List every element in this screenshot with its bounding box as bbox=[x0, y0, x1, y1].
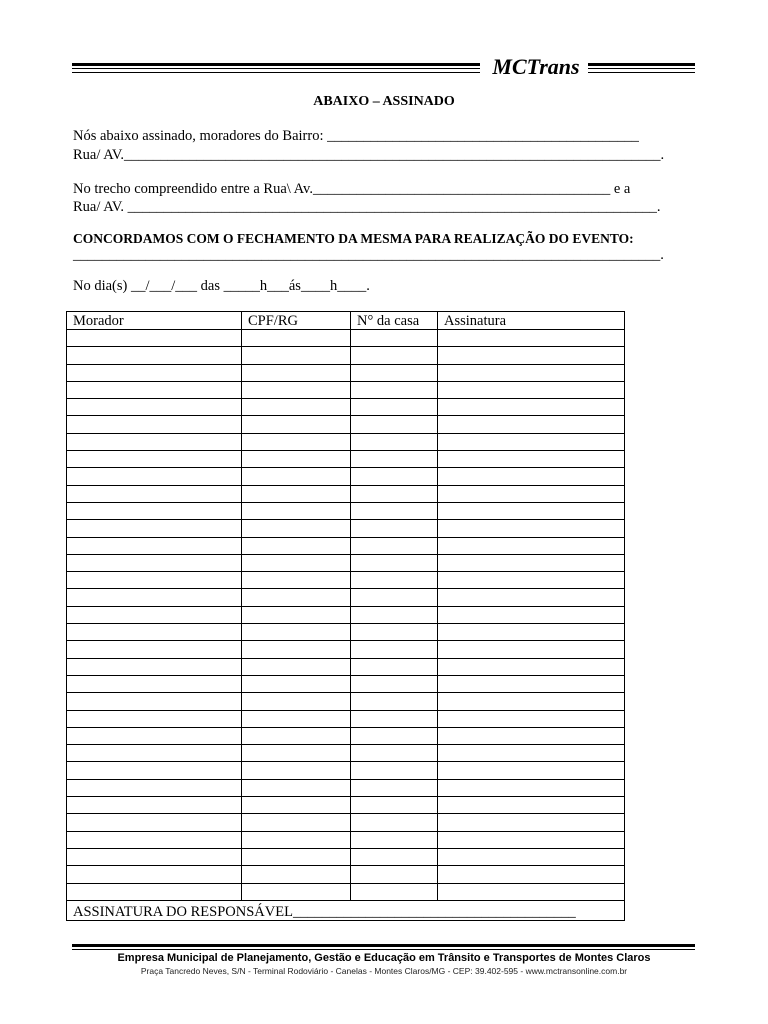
footer-rule bbox=[72, 944, 695, 950]
numero-casa-cell[interactable] bbox=[351, 814, 438, 831]
table-row bbox=[67, 883, 625, 900]
assinatura-cell[interactable] bbox=[438, 572, 625, 589]
assinatura-cell[interactable] bbox=[438, 675, 625, 692]
morador-cell[interactable] bbox=[67, 641, 242, 658]
text-line-concordamos: CONCORDAMOS COM O FECHAMENTO DA MESMA PARA REALIZAÇÃO DO EVENTO: bbox=[73, 231, 634, 246]
morador-cell[interactable] bbox=[67, 606, 242, 623]
cpf-rg-cell[interactable] bbox=[242, 399, 351, 416]
assinatura-cell[interactable] bbox=[438, 848, 625, 865]
table-row bbox=[67, 364, 625, 381]
numero-casa-cell[interactable] bbox=[351, 779, 438, 796]
table-header-row bbox=[67, 312, 625, 330]
numero-casa-cell[interactable] bbox=[351, 572, 438, 589]
morador-cell[interactable] bbox=[67, 814, 242, 831]
assinatura-cell[interactable] bbox=[438, 779, 625, 796]
morador-cell[interactable] bbox=[67, 624, 242, 641]
morador-cell[interactable] bbox=[67, 485, 242, 502]
cpf-rg-cell[interactable] bbox=[242, 502, 351, 519]
numero-casa-cell[interactable] bbox=[351, 347, 438, 364]
assinatura-cell[interactable] bbox=[438, 416, 625, 433]
table-row bbox=[67, 848, 625, 865]
header-rule-right bbox=[588, 63, 695, 73]
numero-casa-cell[interactable] bbox=[351, 831, 438, 848]
assinatura-cell[interactable] bbox=[438, 641, 625, 658]
table-row bbox=[67, 485, 625, 502]
responsible-signature-label[interactable]: ASSINATURA DO RESPONSÁVEL_______________________________________ bbox=[67, 900, 625, 920]
assinatura-cell[interactable] bbox=[438, 745, 625, 762]
text-line-blank: _________________________________________________________________________________. bbox=[73, 247, 664, 263]
table-row bbox=[67, 624, 625, 641]
cpf-rg-cell[interactable] bbox=[242, 866, 351, 883]
column-header-morador: Morador bbox=[67, 312, 242, 330]
assinatura-cell[interactable] bbox=[438, 364, 625, 381]
footer-address: Praça Tancredo Neves, S/N - Terminal Rodoviário - Canelas - Montes Claros/MG - CEP: 39.402-595 - www.mctransonline.com.br bbox=[140, 966, 628, 976]
numero-casa-cell[interactable] bbox=[351, 866, 438, 883]
assinatura-cell[interactable] bbox=[438, 520, 625, 537]
table-row bbox=[67, 866, 625, 883]
assinatura-cell[interactable] bbox=[438, 502, 625, 519]
numero-casa-cell[interactable] bbox=[351, 554, 438, 571]
assinatura-cell[interactable] bbox=[438, 658, 625, 675]
assinatura-cell[interactable] bbox=[438, 710, 625, 727]
text-line-bairro: Nós abaixo assinado, moradores do Bairro: ___________________________________________ bbox=[73, 128, 639, 144]
cpf-rg-cell[interactable] bbox=[242, 468, 351, 485]
table-row bbox=[67, 606, 625, 623]
document-title: ABAIXO – ASSINADO bbox=[313, 94, 455, 109]
numero-casa-cell[interactable] bbox=[351, 416, 438, 433]
table-row bbox=[67, 831, 625, 848]
morador-cell[interactable] bbox=[67, 727, 242, 744]
assinatura-cell[interactable] bbox=[438, 727, 625, 744]
morador-cell[interactable] bbox=[67, 537, 242, 554]
assinatura-cell[interactable] bbox=[438, 814, 625, 831]
cpf-rg-cell[interactable] bbox=[242, 641, 351, 658]
morador-cell[interactable] bbox=[67, 399, 242, 416]
assinatura-cell[interactable] bbox=[438, 762, 625, 779]
numero-casa-cell[interactable] bbox=[351, 762, 438, 779]
table-row bbox=[67, 502, 625, 519]
numero-casa-cell[interactable] bbox=[351, 727, 438, 744]
assinatura-cell[interactable] bbox=[438, 468, 625, 485]
morador-cell[interactable] bbox=[67, 745, 242, 762]
numero-casa-cell[interactable] bbox=[351, 710, 438, 727]
responsible-signature-row bbox=[67, 900, 625, 920]
morador-cell[interactable] bbox=[67, 364, 242, 381]
assinatura-cell[interactable] bbox=[438, 451, 625, 468]
morador-cell[interactable] bbox=[67, 848, 242, 865]
cpf-rg-cell[interactable] bbox=[242, 710, 351, 727]
cpf-rg-cell[interactable] bbox=[242, 364, 351, 381]
morador-cell[interactable] bbox=[67, 797, 242, 814]
cpf-rg-cell[interactable] bbox=[242, 693, 351, 710]
footer-company: Empresa Municipal de Planejamento, Gestão e Educação em Trânsito e Transportes de Montes Claros bbox=[117, 952, 651, 964]
cpf-rg-cell[interactable] bbox=[242, 485, 351, 502]
cpf-rg-cell[interactable] bbox=[242, 848, 351, 865]
numero-casa-cell[interactable] bbox=[351, 606, 438, 623]
assinatura-cell[interactable] bbox=[438, 381, 625, 398]
assinatura-cell[interactable] bbox=[438, 433, 625, 450]
cpf-rg-cell[interactable] bbox=[242, 831, 351, 848]
column-header-cpf-rg: CPF/RG bbox=[242, 312, 351, 330]
cpf-rg-cell[interactable] bbox=[242, 572, 351, 589]
morador-cell[interactable] bbox=[67, 779, 242, 796]
cpf-rg-cell[interactable] bbox=[242, 589, 351, 606]
numero-casa-cell[interactable] bbox=[351, 641, 438, 658]
assinatura-cell[interactable] bbox=[438, 797, 625, 814]
cpf-rg-cell[interactable] bbox=[242, 433, 351, 450]
numero-casa-cell[interactable] bbox=[351, 745, 438, 762]
signature-table bbox=[66, 311, 625, 921]
table-row bbox=[67, 641, 625, 658]
numero-casa-cell[interactable] bbox=[351, 520, 438, 537]
table-row bbox=[67, 658, 625, 675]
morador-cell[interactable] bbox=[67, 866, 242, 883]
cpf-rg-cell[interactable] bbox=[242, 347, 351, 364]
numero-casa-cell[interactable] bbox=[351, 797, 438, 814]
cpf-rg-cell[interactable] bbox=[242, 727, 351, 744]
morador-cell[interactable] bbox=[67, 710, 242, 727]
assinatura-cell[interactable] bbox=[438, 624, 625, 641]
table-row bbox=[67, 451, 625, 468]
cpf-rg-cell[interactable] bbox=[242, 381, 351, 398]
cpf-rg-cell[interactable] bbox=[242, 883, 351, 900]
morador-cell[interactable] bbox=[67, 433, 242, 450]
assinatura-cell[interactable] bbox=[438, 485, 625, 502]
morador-cell[interactable] bbox=[67, 416, 242, 433]
cpf-rg-cell[interactable] bbox=[242, 624, 351, 641]
assinatura-cell[interactable] bbox=[438, 693, 625, 710]
numero-casa-cell[interactable] bbox=[351, 693, 438, 710]
table-row bbox=[67, 433, 625, 450]
table-row bbox=[67, 381, 625, 398]
morador-cell[interactable] bbox=[67, 762, 242, 779]
assinatura-cell[interactable] bbox=[438, 554, 625, 571]
morador-cell[interactable] bbox=[67, 831, 242, 848]
cpf-rg-cell[interactable] bbox=[242, 520, 351, 537]
table-row bbox=[67, 554, 625, 571]
assinatura-cell[interactable] bbox=[438, 831, 625, 848]
numero-casa-cell[interactable] bbox=[351, 589, 438, 606]
table-row bbox=[67, 520, 625, 537]
numero-casa-cell[interactable] bbox=[351, 381, 438, 398]
morador-cell[interactable] bbox=[67, 883, 242, 900]
table-row bbox=[67, 814, 625, 831]
assinatura-cell[interactable] bbox=[438, 399, 625, 416]
table-row bbox=[67, 416, 625, 433]
morador-cell[interactable] bbox=[67, 347, 242, 364]
cpf-rg-cell[interactable] bbox=[242, 416, 351, 433]
column-header-assinatura: Assinatura bbox=[438, 312, 625, 330]
morador-cell[interactable] bbox=[67, 658, 242, 675]
morador-cell[interactable] bbox=[67, 572, 242, 589]
cpf-rg-cell[interactable] bbox=[242, 814, 351, 831]
column-header-numero-casa: N° da casa bbox=[351, 312, 438, 330]
table-row bbox=[67, 399, 625, 416]
morador-cell[interactable] bbox=[67, 675, 242, 692]
numero-casa-cell[interactable] bbox=[351, 502, 438, 519]
numero-casa-cell[interactable] bbox=[351, 399, 438, 416]
numero-casa-cell[interactable] bbox=[351, 883, 438, 900]
morador-cell[interactable] bbox=[67, 520, 242, 537]
table-row bbox=[67, 745, 625, 762]
table-row bbox=[67, 797, 625, 814]
table-row bbox=[67, 675, 625, 692]
numero-casa-cell[interactable] bbox=[351, 485, 438, 502]
assinatura-cell[interactable] bbox=[438, 330, 625, 347]
table-row bbox=[67, 710, 625, 727]
table-row bbox=[67, 727, 625, 744]
table-row bbox=[67, 693, 625, 710]
morador-cell[interactable] bbox=[67, 554, 242, 571]
table-row bbox=[67, 347, 625, 364]
morador-cell[interactable] bbox=[67, 381, 242, 398]
numero-casa-cell[interactable] bbox=[351, 675, 438, 692]
header bbox=[72, 54, 695, 80]
cpf-rg-cell[interactable] bbox=[242, 762, 351, 779]
cpf-rg-cell[interactable] bbox=[242, 675, 351, 692]
text-line-rua-1: Rua/ AV.__________________________________________________________________________. bbox=[73, 147, 665, 163]
cpf-rg-cell[interactable] bbox=[242, 745, 351, 762]
cpf-rg-cell[interactable] bbox=[242, 330, 351, 347]
morador-cell[interactable] bbox=[67, 451, 242, 468]
numero-casa-cell[interactable] bbox=[351, 433, 438, 450]
cpf-rg-cell[interactable] bbox=[242, 606, 351, 623]
numero-casa-cell[interactable] bbox=[351, 848, 438, 865]
numero-casa-cell[interactable] bbox=[351, 658, 438, 675]
table-row bbox=[67, 537, 625, 554]
numero-casa-cell[interactable] bbox=[351, 537, 438, 554]
text-line-trecho: No trecho compreendido entre a Rua\ Av._________________________________________ e a bbox=[73, 181, 631, 197]
table-row bbox=[67, 572, 625, 589]
cpf-rg-cell[interactable] bbox=[242, 537, 351, 554]
assinatura-cell[interactable] bbox=[438, 883, 625, 900]
numero-casa-cell[interactable] bbox=[351, 364, 438, 381]
cpf-rg-cell[interactable] bbox=[242, 797, 351, 814]
morador-cell[interactable] bbox=[67, 468, 242, 485]
morador-cell[interactable] bbox=[67, 693, 242, 710]
numero-casa-cell[interactable] bbox=[351, 330, 438, 347]
cpf-rg-cell[interactable] bbox=[242, 554, 351, 571]
assinatura-cell[interactable] bbox=[438, 537, 625, 554]
table-row bbox=[67, 762, 625, 779]
numero-casa-cell[interactable] bbox=[351, 468, 438, 485]
cpf-rg-cell[interactable] bbox=[242, 658, 351, 675]
table-row bbox=[67, 468, 625, 485]
numero-casa-cell[interactable] bbox=[351, 624, 438, 641]
assinatura-cell[interactable] bbox=[438, 866, 625, 883]
brand-logo-text: MCTrans bbox=[492, 54, 580, 79]
cpf-rg-cell[interactable] bbox=[242, 779, 351, 796]
assinatura-cell[interactable] bbox=[438, 347, 625, 364]
morador-cell[interactable] bbox=[67, 330, 242, 347]
header-rule-left bbox=[72, 63, 480, 73]
numero-casa-cell[interactable] bbox=[351, 451, 438, 468]
assinatura-cell[interactable] bbox=[438, 589, 625, 606]
cpf-rg-cell[interactable] bbox=[242, 451, 351, 468]
morador-cell[interactable] bbox=[67, 502, 242, 519]
table-row bbox=[67, 589, 625, 606]
text-line-rua-2: Rua/ AV. _________________________________________________________________________. bbox=[73, 199, 661, 215]
text-line-dia: No dia(s) __/___/___ das _____h___ás____h____. bbox=[73, 278, 370, 294]
table-row bbox=[67, 330, 625, 347]
morador-cell[interactable] bbox=[67, 589, 242, 606]
table-row bbox=[67, 779, 625, 796]
assinatura-cell[interactable] bbox=[438, 606, 625, 623]
